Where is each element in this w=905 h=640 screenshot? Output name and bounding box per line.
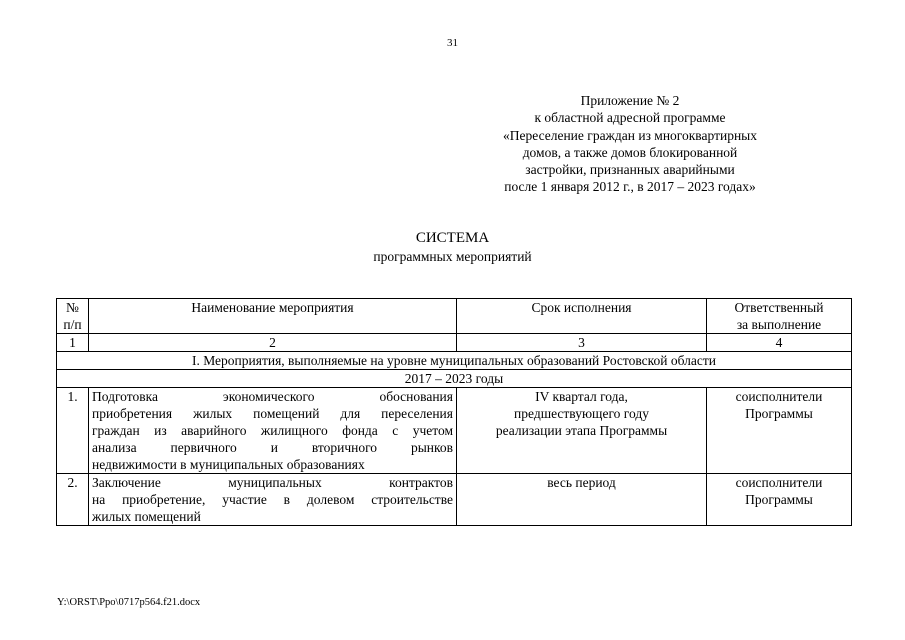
activity-responsible-line: Программы bbox=[745, 492, 813, 507]
activity-name-line: граждан из аварийного жилищного фонда с учетом bbox=[92, 423, 453, 438]
activity-term-line: весь период bbox=[547, 475, 616, 490]
activity-responsible bbox=[707, 388, 852, 474]
activity-name bbox=[89, 388, 457, 474]
activity-responsible-line: соисполнители bbox=[735, 389, 823, 404]
page-number: 31 bbox=[447, 37, 458, 49]
activity-term-line: предшествующего году bbox=[514, 406, 649, 421]
section-title-row bbox=[57, 352, 852, 370]
activity-name bbox=[89, 474, 457, 526]
footer-file-path: Y:\ORST\Ppo\0717p564.f21.docx bbox=[57, 597, 201, 608]
table-row bbox=[57, 474, 852, 526]
activity-responsible-line: соисполнители bbox=[735, 475, 823, 490]
column-number: 2 bbox=[89, 334, 457, 352]
program-activities-table bbox=[56, 298, 852, 526]
header-number bbox=[57, 299, 89, 334]
activity-name-line: анализа первичного и вторичного рынков bbox=[92, 440, 453, 455]
header-number-line1: № bbox=[66, 300, 79, 315]
activity-term bbox=[457, 474, 707, 526]
period: 2017 – 2023 годы bbox=[57, 370, 852, 388]
table-header-row bbox=[57, 299, 852, 334]
column-number: 4 bbox=[707, 334, 852, 352]
header-number-line2: п/п bbox=[63, 317, 82, 332]
section-title: I. Мероприятия, выполняемые на уровне муниципальных образований Ростовской области bbox=[57, 352, 852, 370]
activity-responsible-line: Программы bbox=[745, 406, 813, 421]
row-number: 2. bbox=[57, 474, 89, 526]
period-row bbox=[57, 370, 852, 388]
activity-term-line: IV квартал года, bbox=[535, 389, 628, 404]
activity-name-line: Подготовка экономического обоснования bbox=[92, 389, 453, 404]
header-responsible-line2: за выполнение bbox=[736, 317, 822, 332]
appendix-line: Приложение № 2 bbox=[580, 93, 680, 108]
appendix-line: застройки, признанных аварийными bbox=[525, 162, 735, 178]
appendix-line: домов, а также домов блокированной bbox=[522, 144, 738, 160]
appendix-line: после 1 января 2012 г., в 2017 – 2023 годах» bbox=[504, 179, 756, 195]
column-number: 1 bbox=[57, 334, 89, 352]
appendix-line: к областной адресной программе bbox=[534, 110, 726, 126]
appendix-line: «Переселение граждан из многоквартирных bbox=[503, 127, 757, 143]
header-term: Срок исполнения bbox=[457, 299, 707, 334]
activity-name-line: недвижимости в муниципальных образованиях bbox=[92, 457, 365, 472]
header-name: Наименование мероприятия bbox=[89, 299, 457, 334]
document-title: СИСТЕМА bbox=[415, 230, 490, 246]
column-number-row bbox=[57, 334, 852, 352]
activity-name-line: на приобретение, участие в долевом строительстве bbox=[92, 492, 453, 507]
appendix-block bbox=[465, 92, 795, 196]
header-responsible bbox=[707, 299, 852, 334]
activity-term-line: реализации этапа Программы bbox=[495, 423, 668, 438]
table-row bbox=[57, 388, 852, 474]
activity-name-line: приобретения жилых помещений для переселения bbox=[92, 406, 453, 421]
row-number: 1. bbox=[57, 388, 89, 474]
activity-term bbox=[457, 388, 707, 474]
activity-name-line: Заключение муниципальных контрактов bbox=[92, 475, 453, 490]
column-number: 3 bbox=[457, 334, 707, 352]
document-subtitle: программных мероприятий bbox=[373, 249, 532, 264]
activity-responsible bbox=[707, 474, 852, 526]
header-responsible-line1: Ответственный bbox=[734, 300, 824, 315]
activity-name-line: жилых помещений bbox=[92, 509, 201, 524]
